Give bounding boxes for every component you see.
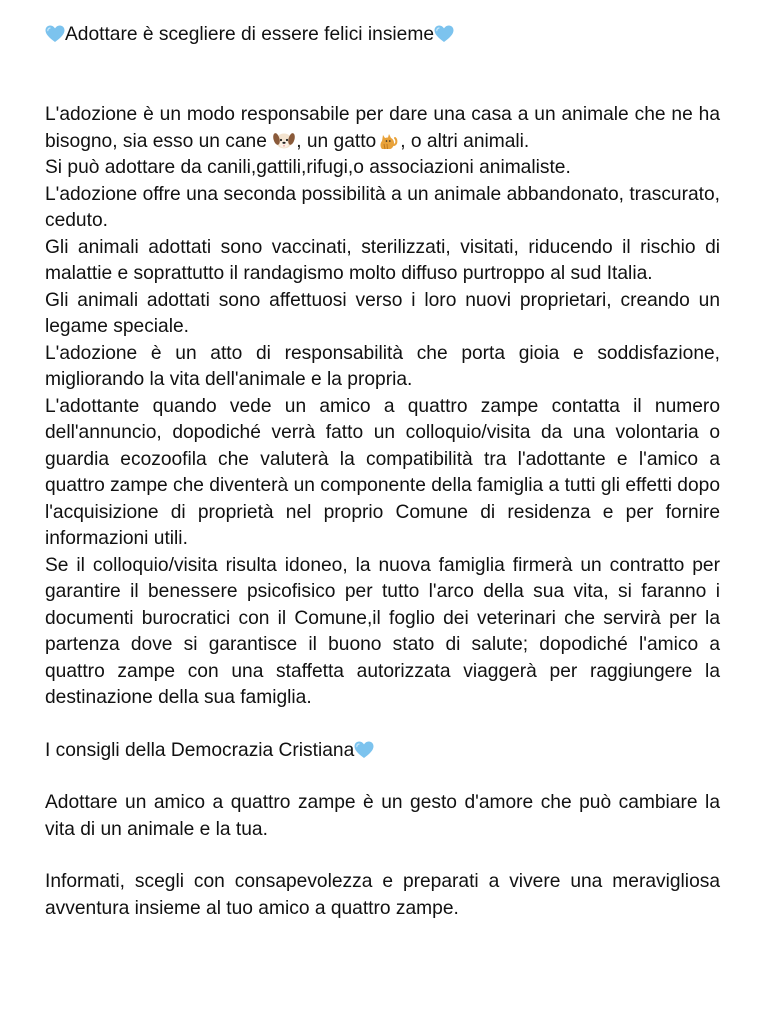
document-title (45, 20, 720, 50)
document-page (45, 20, 720, 922)
spacer (45, 712, 720, 738)
paragraph-where: Si può adottare da canili,gattili,rifugi,o associazioni animaliste. (45, 157, 571, 178)
spacer (45, 764, 720, 790)
blue-heart-icon (354, 741, 374, 759)
paragraph-process: L'adottante quando vede un amico a quattro zampe contatta il numero dell'annuncio, dopodiché verrà fatto un colloquio/visita da una volontaria o guardia ecozoofila che valuterà la compatibilità tra l'adottante e l'amico a quattro zampe che diventerà un componente della famiglia a tutti gli effetti dopo l'acquisizione di proprietà nel proprio Comune di residenza e per fornire informazioni utili. (45, 395, 720, 549)
advice-paragraph-inform: Informati, scegli con consapevolezza e preparati a vivere una meravigliosa avventura insieme al tuo amico a quattro zampe. (45, 871, 720, 919)
advice-section (45, 738, 720, 923)
paragraph-second-chance: L'adozione offre una seconda possibilità a un animale abbandonato, trascurato, ceduto. (45, 183, 720, 231)
paragraph-intro (45, 102, 720, 155)
advice-paragraph-gesture: Adottare un amico a quattro zampe è un gesto d'amore che può cambiare la vita di un animale e la tua. (45, 792, 720, 840)
dog-face-icon (273, 130, 295, 150)
adoption-body (45, 102, 720, 712)
advice-heading (45, 738, 720, 765)
paragraph-intro-text-b: , un gatto (296, 130, 377, 152)
paragraph-responsibility: L'adozione è un atto di responsabilità che porta gioia e soddisfazione, migliorando la vita dell'animale e la propria. (45, 342, 720, 390)
spacer (45, 843, 720, 869)
paragraph-health: Gli animali adottati sono vaccinati, sterilizzati, visitati, riducendo il rischio di malattie e soprattutto il randagismo molto diffuso purtroppo al sud Italia. (45, 236, 720, 284)
paragraph-intro-text-a: L'adozione è un modo responsabile per dare una casa a un animale che ne ha bisogno, sia esso un cane (45, 104, 720, 152)
advice-heading-text: I consigli della Democrazia Cristiana (45, 739, 355, 761)
paragraph-contract: Se il colloquio/visita risulta idoneo, la nuova famiglia firmerà un contratto per garantire il benessere psicofisico per tutto l'arco della sua vita, si faranno i documenti burocratici con il Comune,il foglio dei veterinari che servirà per la partenza dove si garantisce il buono stato di salute; dopodiché l'amico a quattro zampe con una staffetta autorizzata viaggerà per raggiungere la destinazione della sua famiglia. (45, 554, 720, 708)
title-text: Adottare è scegliere di essere felici insieme (65, 24, 435, 45)
blue-heart-icon (434, 25, 454, 43)
blue-heart-icon (45, 25, 65, 43)
spacer (45, 50, 720, 102)
paragraph-intro-text-c: , o altri animali. (400, 130, 530, 152)
cat-icon (377, 130, 399, 150)
paragraph-affection: Gli animali adottati sono affettuosi verso i loro nuovi proprietari, creando un legame speciale. (45, 289, 720, 337)
